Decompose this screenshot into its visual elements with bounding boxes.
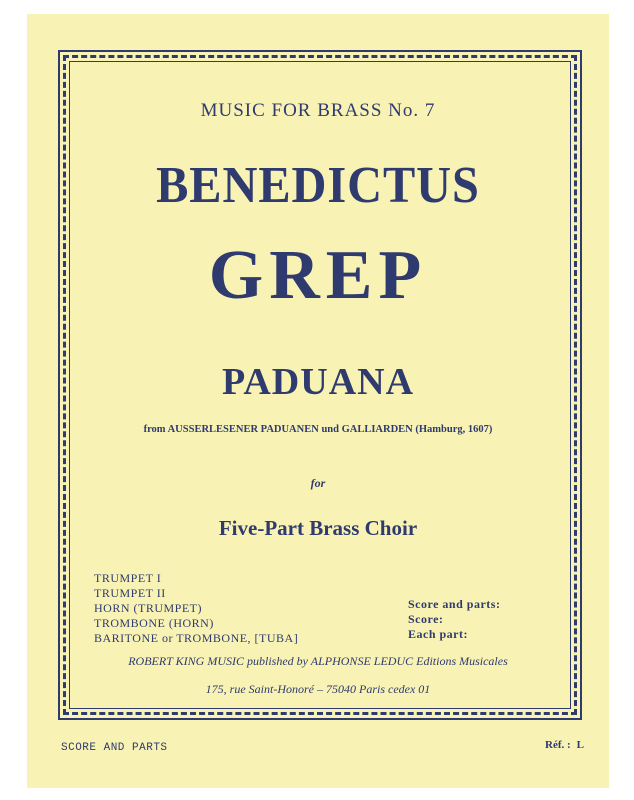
- composer-last-name: GREP: [208, 237, 428, 314]
- reference-value: L: [576, 739, 584, 751]
- for-label: for: [310, 476, 326, 490]
- instrument-item: TRUMPET II: [94, 586, 166, 600]
- instrument-item: TROMBONE (HORN): [94, 616, 214, 630]
- work-title: PADUANA: [221, 361, 415, 403]
- ensemble-title: Five-Part Brass Choir: [218, 516, 418, 540]
- composer-first-name: BENEDICTUS: [156, 157, 480, 214]
- price-label: Score:: [408, 612, 444, 626]
- price-list: [408, 597, 500, 642]
- price-label: Score and parts:: [408, 597, 501, 611]
- cover-page: [27, 14, 609, 788]
- instrument-list: [94, 571, 298, 646]
- reference-label: Réf. :: [545, 739, 571, 751]
- reference: [545, 739, 584, 751]
- price-label: Each part:: [408, 627, 468, 641]
- instrument-item: HORN (TRUMPET): [94, 601, 202, 615]
- instrument-item: TRUMPET I: [94, 571, 162, 585]
- edition-type: SCORE AND PARTS: [61, 742, 168, 754]
- instrument-item: BARITONE or TROMBONE, [TUBA]: [94, 631, 299, 645]
- series-title: MUSIC FOR BRASS No. 7: [200, 100, 436, 121]
- address-line: 175, rue Saint-Honoré – 75040 Paris cedex 01: [205, 682, 431, 696]
- source-line: from AUSSERLESENER PADUANEN und GALLIARDEN (Hamburg, 1607): [143, 424, 493, 435]
- publisher-line: ROBERT KING MUSIC published by ALPHONSE LEDUC Editions Musicales: [128, 654, 508, 668]
